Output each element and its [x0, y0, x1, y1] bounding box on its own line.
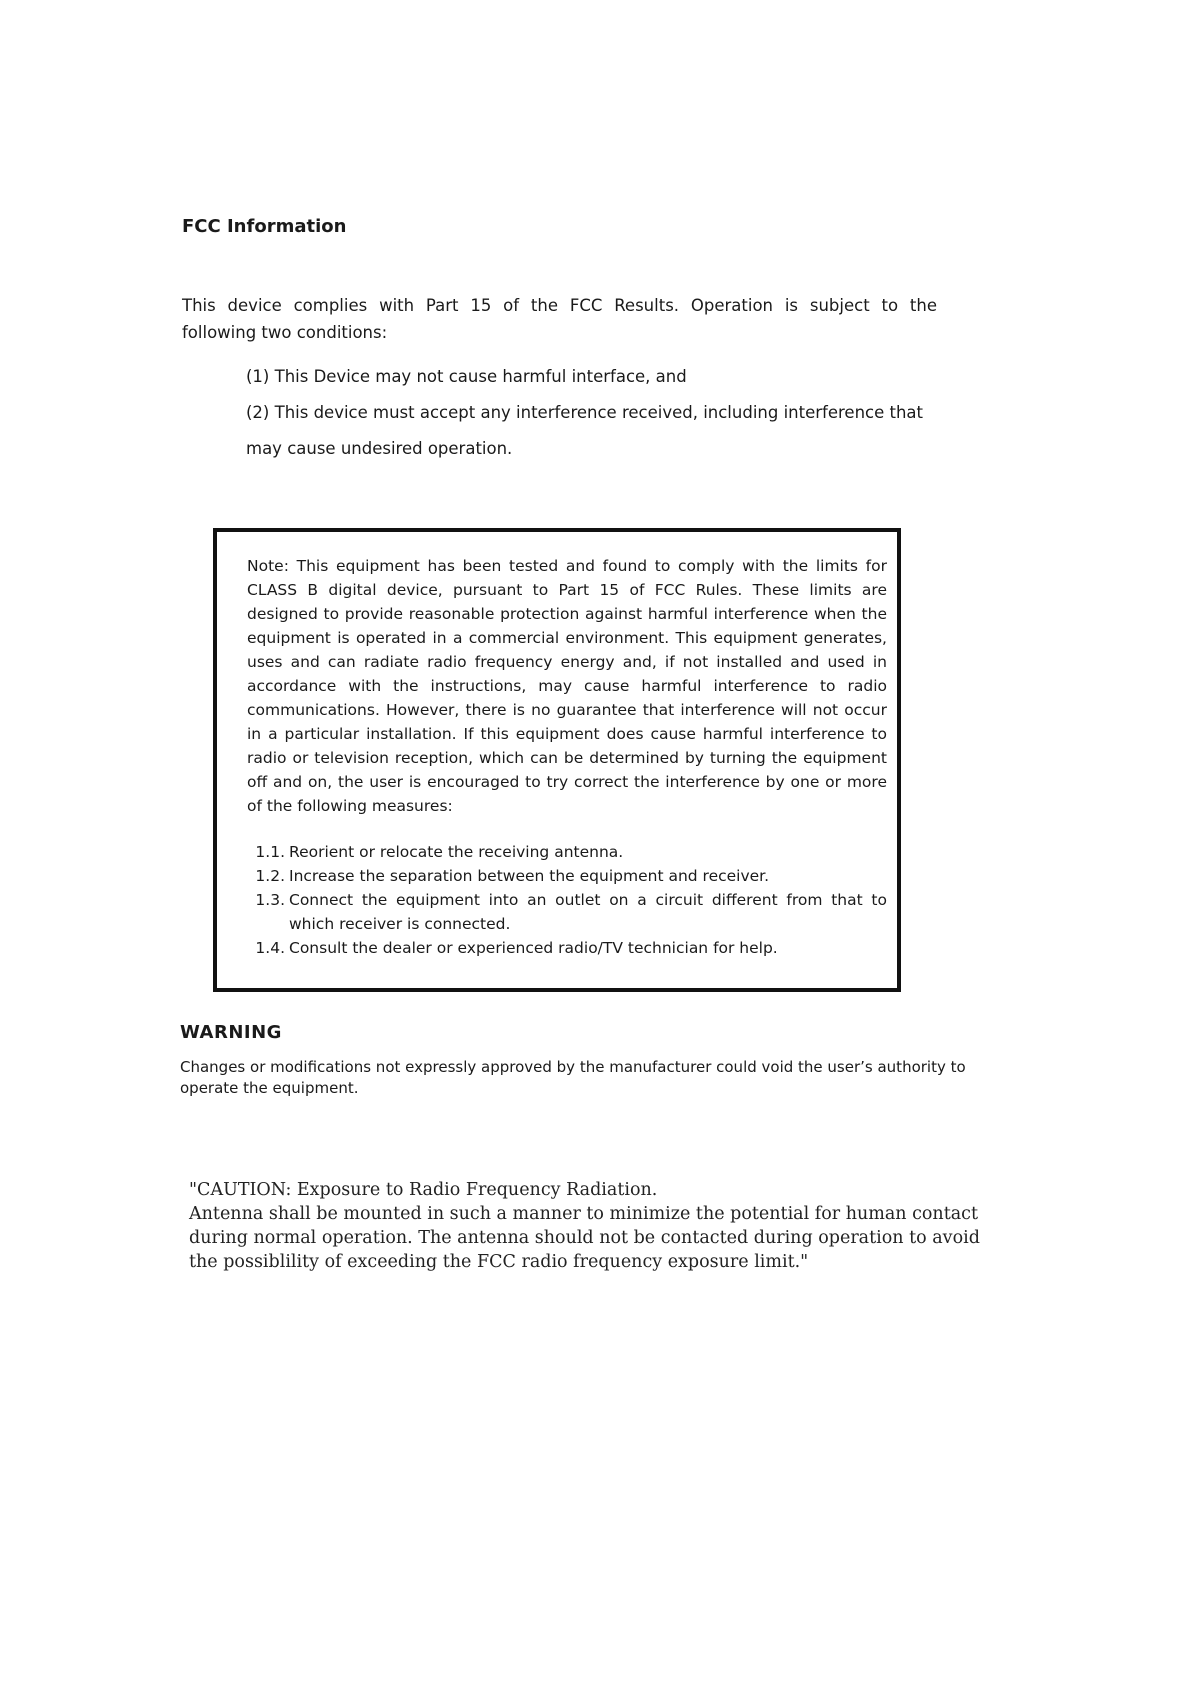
list-item-text: Increase the separation between the equipment and receiver. — [289, 867, 770, 885]
caution-body: Antenna shall be mounted in such a manner to minimize the potential for human contact during normal operation. The antenna should not be contacted during operation to avoid the possiblility of exceeding the FCC radio frequency exposure limit." — [189, 1204, 980, 1272]
list-item-number: 1.2. — [255, 867, 285, 885]
list-item-text: Consult the dealer or experienced radio/TV technician for help. — [289, 939, 778, 957]
list-item-number: 1.4. — [255, 939, 285, 957]
note-box — [213, 528, 901, 992]
list-item-text: Connect the equipment into an outlet on a circuit different from that to which receiver is connected. — [289, 891, 887, 933]
condition-2-line-1: (2) This device must accept any interference received, including interference that — [246, 403, 923, 422]
list-item-number: 1.1. — [255, 843, 285, 861]
caution-heading: "CAUTION: Exposure to Radio Frequency Radiation. — [189, 1180, 658, 1200]
list-item — [247, 864, 887, 888]
condition-1: (1) This Device may not cause harmful interface, and — [246, 367, 687, 386]
list-item-number: 1.3. — [255, 891, 285, 909]
list-item — [247, 888, 887, 936]
note-paragraph: Note: This equipment has been tested and found to comply with the limits for CLASS B digital device, pursuant to Part 15 of FCC Rules. These limits are designed to provide reasonable protection against harmful interference when the equipment is operated in a commercial environment. This equipment generates, uses and can radiate radio frequency energy and, if not installed and used in accordance with the instructions, may cause harmful interference to radio communications. However, there is no guarantee that interference will not occur in a particular installation. If this equipment does cause harmful interference to radio or television reception, which can be determined by turning the equipment off and on, the user is encouraged to try correct the interference by one or more of the following measures: — [247, 557, 887, 815]
note-measures-list — [247, 840, 887, 960]
warning-heading: WARNING — [180, 1022, 282, 1043]
list-item — [247, 936, 887, 960]
caution-statement — [189, 1178, 1009, 1274]
list-item — [247, 840, 887, 864]
warning-text: Changes or modifications not expressly approved by the manufacturer could void the user’s authority to operate the equipment. — [180, 1058, 966, 1097]
fcc-intro-line-1: This device complies with Part 15 of the FCC Results. Operation is subject to the — [182, 296, 937, 315]
fcc-conditions — [246, 359, 936, 467]
fcc-information-heading: FCC Information — [182, 216, 347, 237]
condition-2-line-2: may cause undesired operation. — [246, 439, 513, 458]
list-item-text: Reorient or relocate the receiving antenna. — [289, 843, 624, 861]
fcc-intro-line-2: following two conditions: — [182, 323, 388, 342]
